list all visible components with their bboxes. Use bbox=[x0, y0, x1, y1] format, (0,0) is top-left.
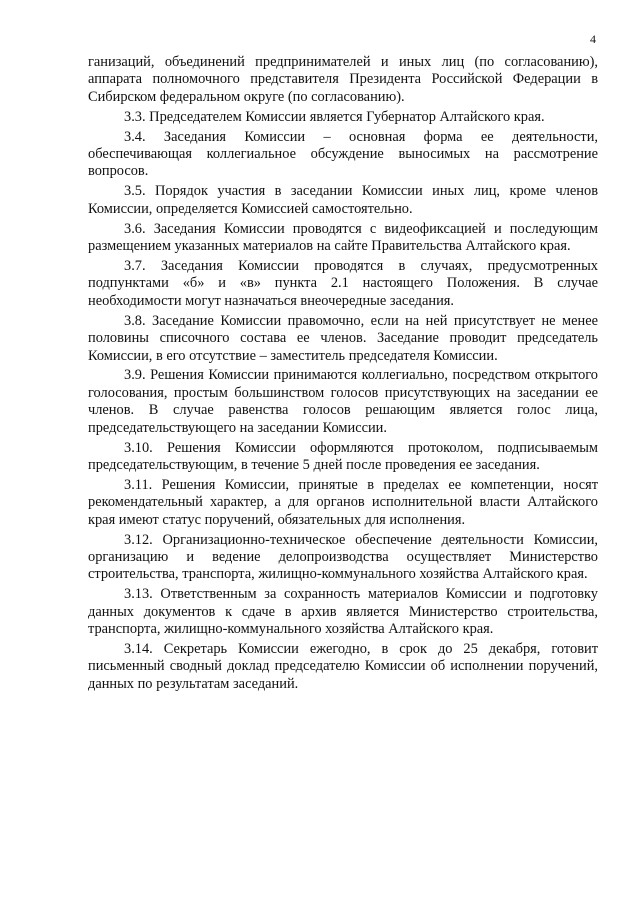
paragraph-3-6: 3.6. Заседания Комиссии проводятся с видеофиксацией и последующим размещением указанных материалов на сайте Правительства Алтайского края. bbox=[88, 220, 598, 255]
page-number: 4 bbox=[590, 32, 596, 46]
paragraph-3-4: 3.4. Заседания Комиссии – основная форма ее деятельности, обеспечивающая коллегиальное обсуждение выносимых на рассмотрение вопросов. bbox=[88, 128, 598, 180]
paragraph-3-5: 3.5. Порядок участия в заседании Комиссии иных лиц, кроме членов Комиссии, определяется Комиссией самостоятельно. bbox=[88, 183, 598, 217]
paragraph-3-3: 3.3. Председателем Комиссии является Губернатор Алтайского края. bbox=[124, 108, 545, 125]
paragraph-3-14: 3.14. Секретарь Комиссии ежегодно, в срок до 25 декабря, готовит письменный сводный доклад председателю Комиссии об исполнении поручений, данных по результатам заседаний. bbox=[88, 641, 598, 692]
paragraph-continuation: ганизаций, объединений предпринимателей и иных лиц (по согласованию), аппарата полномочного представителя Президента Российской Федерации в Сибирском федеральном округе (по согласованию). bbox=[88, 54, 598, 105]
paragraph-3-11: 3.11. Решения Комиссии, принятые в пределах ее компетенции, носят рекомендательный характер, а для органов исполнительной власти Алтайского края имеют статус поручений, обязательных для исполнения. bbox=[88, 476, 598, 528]
paragraph-3-12: 3.12. Организационно-техническое обеспечение деятельности Комиссии, организацию и ведение делопроизводства осуществляет Министерство строительства, транспорта, жилищно-коммунального хозяйства Алтайского края. bbox=[88, 531, 598, 583]
paragraph-3-13: 3.13. Ответственным за сохранность материалов Комиссии и подготовку данных документов к сдаче в архив является Министерство строительства, транспорта, жилищно-коммунального хозяйства Алтайского края. bbox=[88, 586, 598, 638]
paragraph-3-7: 3.7. Заседания Комиссии проводятся в случаях, предусмотренных подпунктами «б» и «в» пункта 2.1 настоящего Положения. В случае необходимости могут назначаться внеочередные заседания. bbox=[88, 257, 598, 309]
paragraph-3-9: 3.9. Решения Комиссии принимаются коллегиально, посредством открытого голосования, простым большинством голосов присутствующих на заседании ее членов. В случае равенства голосов решающим является голос лица, председательствующего на заседании Комиссии. bbox=[88, 367, 598, 436]
paragraph-3-10: 3.10. Решения Комиссии оформляются протоколом, подписываемым председательствующим, в течение 5 дней после проведения ее заседания. bbox=[88, 439, 598, 473]
paragraph-3-8: 3.8. Заседание Комиссии правомочно, если на ней присутствует не менее половины списочного состава ее членов. Заседание проводит председатель Комиссии, в его отсутствие – заместитель председателя Комиссии. bbox=[88, 312, 598, 364]
document-body bbox=[88, 54, 598, 696]
